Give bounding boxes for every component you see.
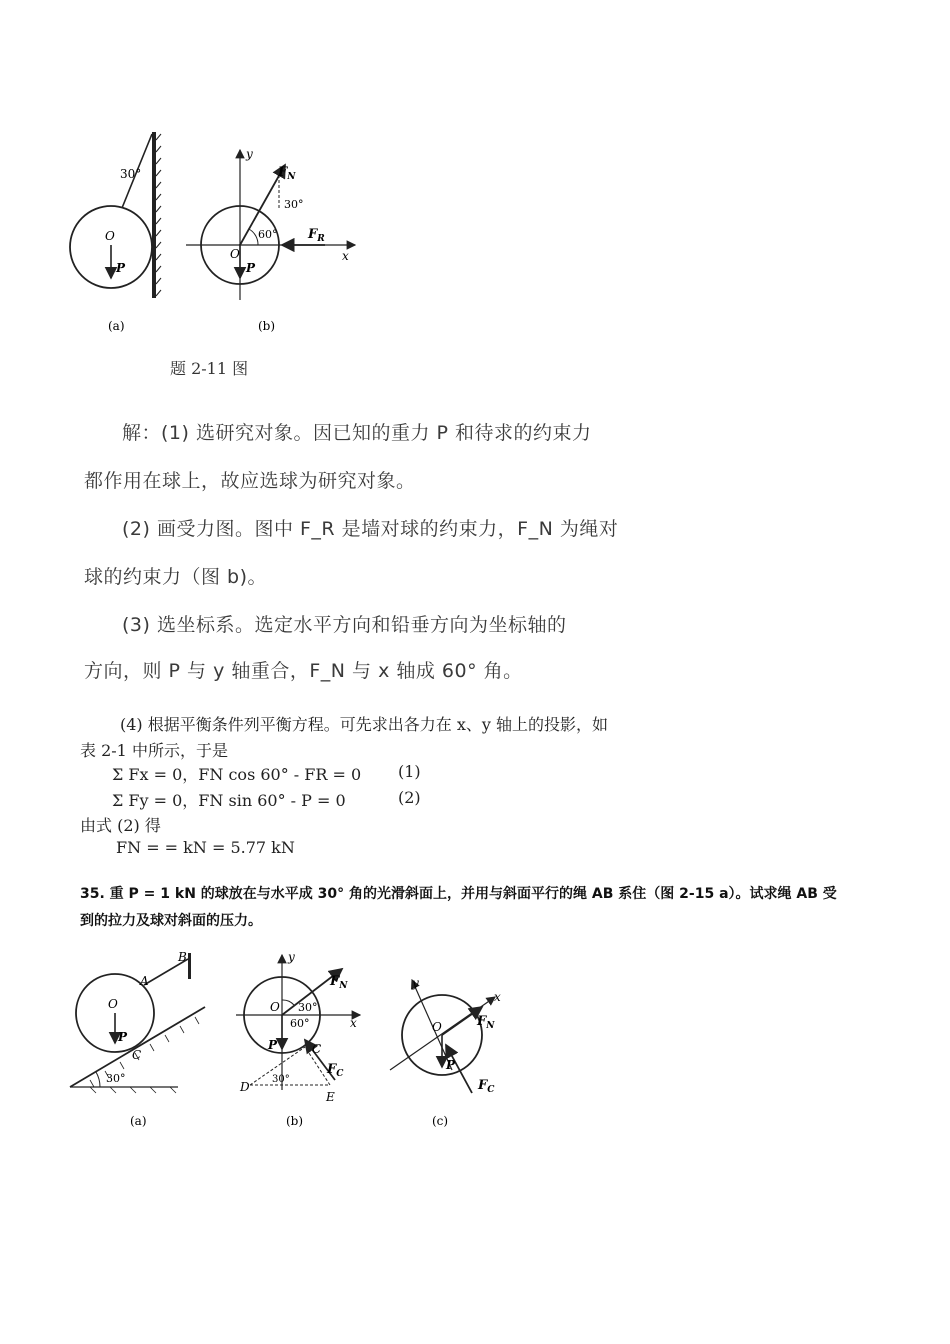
figure-2-11 (60, 120, 370, 340)
equations-from: 由式 (2) 得 (80, 816, 161, 835)
figure-2-15c (390, 976, 501, 1128)
figure-2-15 (60, 945, 520, 1135)
question-35-line-1: 35. 重 P = 1 kN 的球放在与水平成 30° 角的光滑斜面上，并用与斜面平行的绳 AB 系住（图 2-15 a）。试求绳 AB 受 (80, 886, 837, 902)
label-o: O (105, 229, 115, 243)
label-o-2b: O (270, 1000, 280, 1014)
angle-30-2a: 30° (106, 1072, 126, 1085)
axis-x-label: x (342, 249, 349, 263)
solution-line-3: (2) 画受力图。图中 F_R 是墙对球的约束力，F_N 为绳对 (122, 518, 619, 540)
sub-caption-b: (b) (258, 319, 276, 333)
figure-2-11a (70, 132, 161, 333)
figure-2-11b (186, 147, 355, 333)
equations-intro-1: (4) 根据平衡条件列平衡方程。可先求出各力在 x、y 轴上的投影，如 (120, 715, 608, 734)
angle-30-2b-triangle: 30° (272, 1074, 290, 1085)
figure-2-15b (236, 950, 360, 1128)
equation-result: FN = = kN = 5.77 kN (116, 838, 295, 857)
force-fr-label: $F_R$ (308, 227, 325, 244)
angle-30-label: 30° (284, 198, 304, 211)
label-p-2a: P (118, 1030, 128, 1044)
solution-line-4: 球的约束力（图 b)。 (84, 566, 268, 588)
equation-1-number: (1) (398, 762, 421, 781)
label-p-b: P (246, 261, 256, 275)
solution-line-5: (3) 选坐标系。选定水平方向和铅垂方向为坐标轴的 (122, 614, 567, 636)
label-c-2b: C (312, 1042, 322, 1056)
force-fc-2b: $F_C$ (327, 1062, 344, 1079)
axis-y-2b: y (288, 950, 295, 964)
axis-x-2c: x (494, 990, 501, 1004)
solution-line-6: 方向，则 P 与 y 轴重合，F_N 与 x 轴成 60° 角。 (84, 660, 523, 682)
sub-caption-2c: (c) (432, 1114, 449, 1128)
angle-60-label: 60° (258, 228, 278, 241)
equation-2: Σ Fy = 0，FN sin 60° - P = 0 (112, 791, 346, 810)
label-b: B (178, 950, 187, 964)
label-o-2c: O (432, 1020, 442, 1034)
sub-caption-a: (a) (108, 319, 125, 333)
wall (152, 132, 156, 298)
question-35-line-2: 到的拉力及球对斜面的压力。 (80, 913, 262, 929)
sub-caption-2b: (b) (286, 1114, 304, 1128)
solution-line-1: 解：(1) 选研究对象。因已知的重力 P 和待求的约束力 (122, 422, 592, 444)
force-fn-2b: $F_N$ (330, 974, 348, 991)
force-fn-label: $F_N$ (278, 165, 296, 182)
axis-y-2c: y (412, 976, 419, 990)
force-fc-2c: $F_C$ (478, 1078, 495, 1095)
label-o-2a: O (108, 997, 118, 1011)
solution-line-2: 都作用在球上，故应选球为研究对象。 (84, 470, 416, 492)
angle-label: 30° (120, 167, 142, 181)
axis-x-2b: x (350, 1016, 357, 1030)
figure-caption: 题 2-11 图 (170, 359, 249, 378)
label-e: E (326, 1090, 335, 1104)
label-a: A (140, 974, 149, 988)
equations-intro-2: 表 2-1 中所示，于是 (80, 741, 228, 760)
label-p-2b: P (268, 1038, 278, 1052)
label-d: D (240, 1080, 250, 1094)
figure-2-15a (70, 950, 205, 1128)
label-p: P (116, 261, 126, 275)
label-o-b: O (230, 247, 240, 261)
sub-caption-2a: (a) (130, 1114, 147, 1128)
angle-60-2b: 60° (290, 1017, 310, 1030)
equation-2-number: (2) (398, 788, 421, 807)
equation-1: Σ Fx = 0，FN cos 60° - FR = 0 (112, 765, 362, 784)
label-p-2c: P (446, 1058, 456, 1072)
axis-y-label: y (246, 147, 253, 161)
force-fn-2c: $F_N$ (477, 1014, 495, 1031)
label-c: C (132, 1048, 142, 1062)
angle-30-2b: 30° (298, 1001, 318, 1014)
